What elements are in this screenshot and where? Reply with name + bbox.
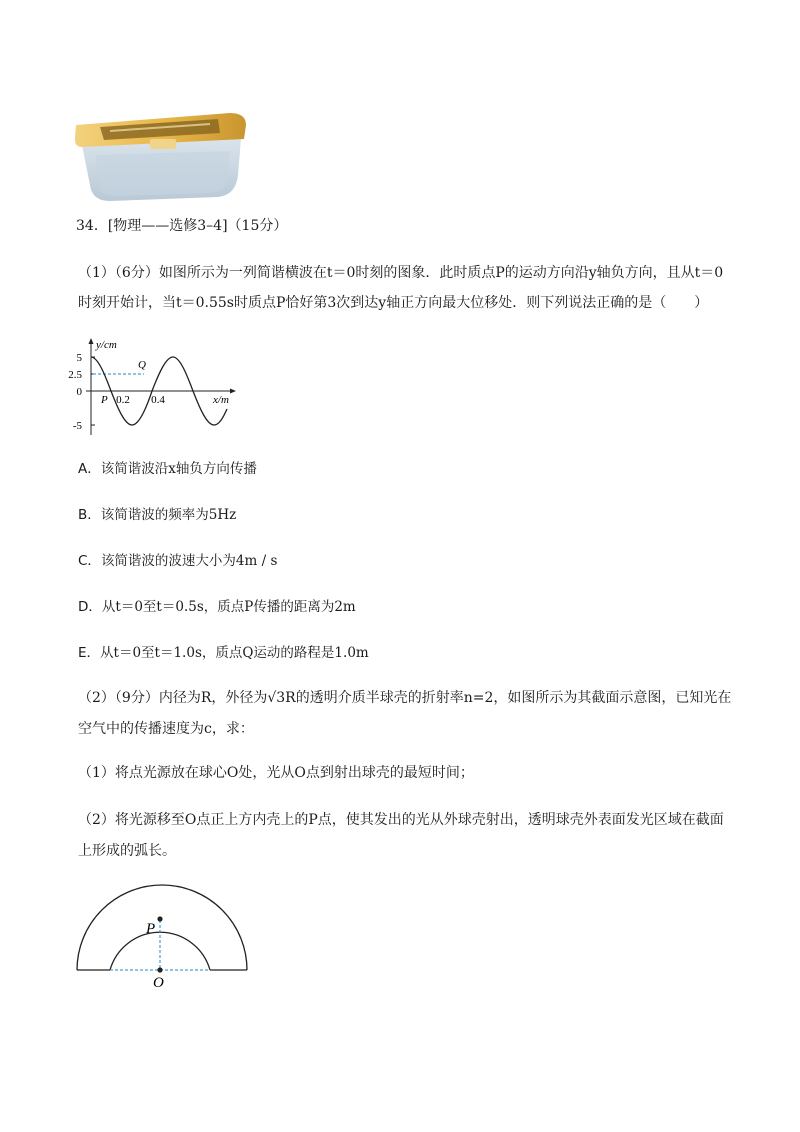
option-d-letter: D． xyxy=(78,599,102,615)
q2-line2: 空气中的传播速度为c，求： xyxy=(78,721,254,737)
point-p-label: P xyxy=(146,921,156,937)
y-tick-neg5: -5 xyxy=(72,420,82,432)
lid-clip xyxy=(150,139,176,149)
option-c-letter: C． xyxy=(78,553,101,569)
point-p-label: P xyxy=(101,394,108,406)
option-d-text: 从t＝0至t＝0.5s，质点P传播的距离为2m xyxy=(101,599,356,615)
q2-sub2-line2: 上形成的弧长。 xyxy=(78,843,176,859)
option-e-letter: E． xyxy=(78,645,101,661)
x-axis-label: x/m xyxy=(213,394,229,406)
option-a-letter: A． xyxy=(78,461,101,477)
option-e[interactable] xyxy=(78,643,369,663)
option-d[interactable] xyxy=(78,597,356,617)
option-a-text: 该简谐波沿x轴负方向传播 xyxy=(100,461,257,477)
wave-graph xyxy=(60,335,260,440)
half-shell-diagram xyxy=(70,880,260,990)
box-shadow xyxy=(96,151,230,196)
q1-line1: （1）（6分）如图所示为一列简谐横波在t＝0时刻的图象．此时质点P的运动方向沿y轴负方向，且从t＝0 xyxy=(78,265,724,281)
option-c-text: 该简谐波的波速大小为4m / s xyxy=(100,553,278,569)
q2-sub2-line1: （2）将光源移至O点正上方内壳上的P点，使其发出的光从外球壳射出，透明球壳外表面发光区域在截面 xyxy=(78,812,724,828)
option-b[interactable] xyxy=(78,505,236,525)
option-e-text: 从t＝0至t＝1.0s，质点Q运动的路程是1.0m xyxy=(100,645,369,661)
point-q-label: Q xyxy=(138,359,146,371)
option-a[interactable] xyxy=(78,459,257,479)
q2-sub1: （1）将点光源放在球心O处，光从O点到射出球壳的最短时间； xyxy=(78,765,474,781)
q1-line2: 时刻开始计，当t＝0.55s时质点P恰好第3次到达y轴正方向最大位移处．则下列说法正确的是（ ） xyxy=(78,295,709,311)
y-axis-arrow xyxy=(89,338,94,344)
section-heading: 34．[物理——选修3–4]（15分） xyxy=(76,218,288,234)
x-tick-0.4: 0.4 xyxy=(151,394,165,406)
q2-line1: （2）（9分）内径为R，外径为√3R的透明介质半球壳的折射率n=2，如图所示为其截面示意图，已知光在 xyxy=(78,690,732,706)
point-o-label: O xyxy=(153,975,164,990)
y-tick-0: 0 xyxy=(76,386,82,398)
point-p xyxy=(157,916,162,921)
y-axis-label: y/cm xyxy=(96,339,117,351)
y-tick-5: 5 xyxy=(76,352,82,364)
option-b-text: 该简谐波的频率为5Hz xyxy=(100,507,237,523)
option-c[interactable] xyxy=(78,551,277,571)
option-b-letter: B． xyxy=(78,507,101,523)
outer-arc xyxy=(77,885,247,970)
x-tick-0.2: 0.2 xyxy=(116,394,130,406)
y-tick-2.5: 2.5 xyxy=(68,369,82,381)
point-o xyxy=(157,967,162,972)
lunch-box-photo xyxy=(70,95,250,205)
x-axis-arrow xyxy=(230,389,236,394)
